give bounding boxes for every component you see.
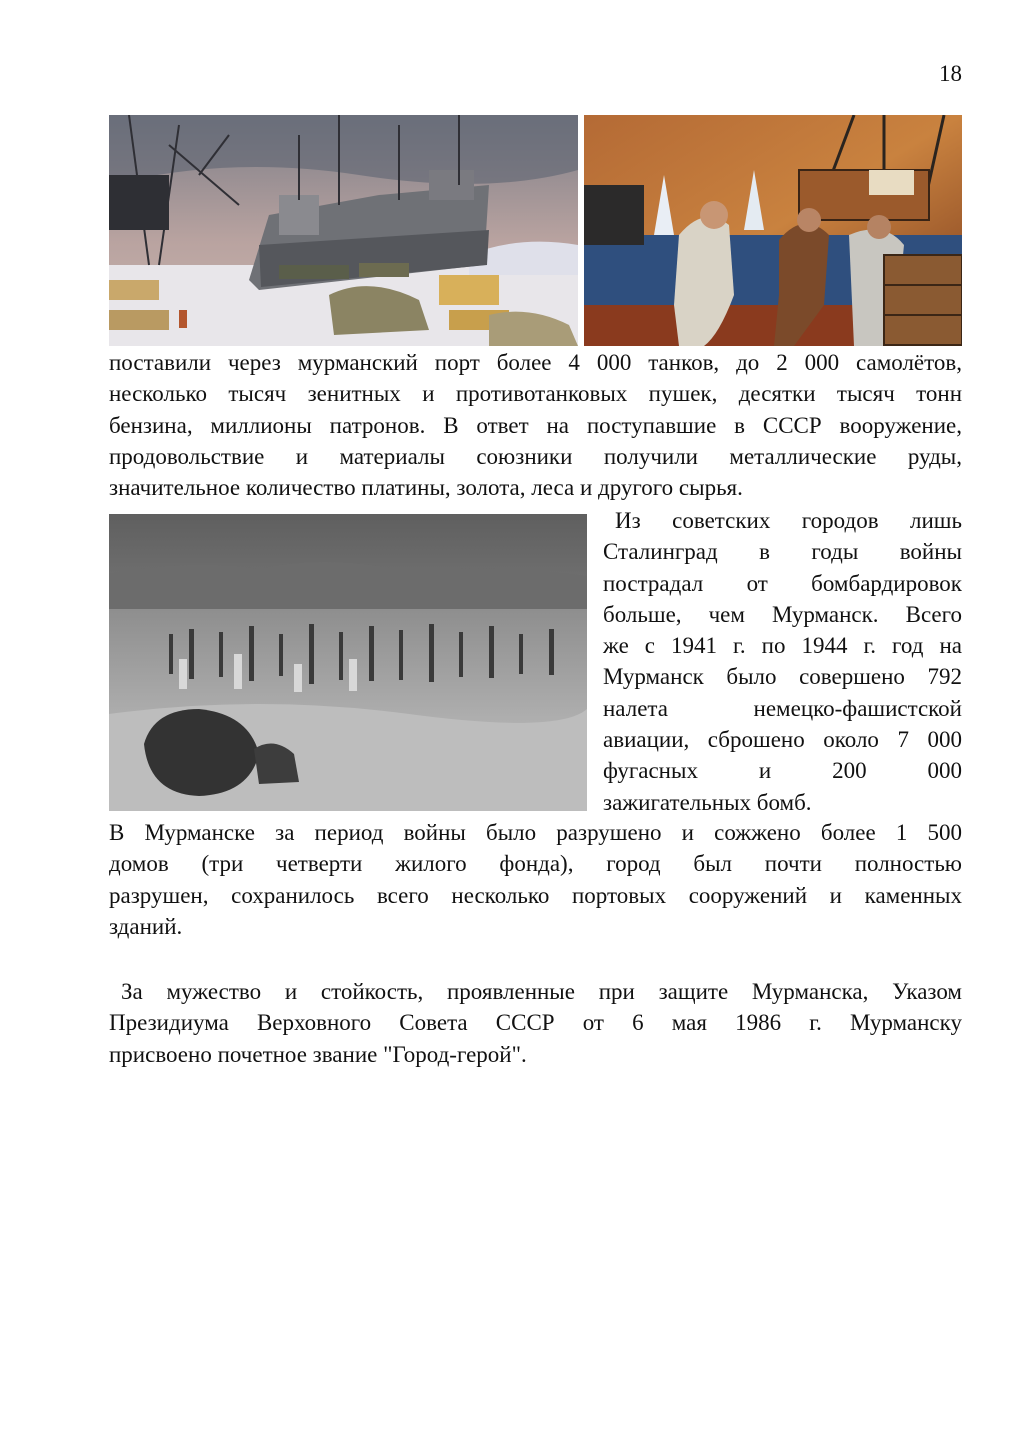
text-line: фугасных и 200 000 bbox=[603, 758, 962, 784]
text-line: значительное количество платины, золота, леса и другого сырья. bbox=[109, 475, 743, 501]
port-painting-image bbox=[109, 115, 578, 346]
text-line: поставили через мурманский порт более 4 000 танков, до 2 000 самолётов, bbox=[109, 350, 962, 375]
ruined-city-photo bbox=[109, 514, 587, 811]
text-line: же с 1941 г. по 1944 г. год на bbox=[603, 633, 962, 659]
text-line: Сталинград в годы войны bbox=[603, 539, 962, 565]
paragraph-bombings bbox=[603, 505, 962, 818]
paragraph-supplies bbox=[109, 347, 962, 503]
paragraph-hero-city bbox=[109, 976, 962, 1070]
dockworkers-painting-image bbox=[584, 115, 962, 346]
text-line: За мужество и стойкость, проявленные при защите Мурманска, Указом bbox=[121, 979, 962, 1004]
text-line: разрушен, сохранилось всего несколько портовых сооружений и каменных bbox=[109, 882, 962, 908]
text-line: присвоено почетное звание "Город-герой". bbox=[109, 1041, 527, 1067]
text-line: авиации, сброшено около 7 000 bbox=[603, 727, 962, 753]
text-line: В Мурманске за период войны было разрушено и сожжено более 1 500 bbox=[109, 820, 962, 845]
page-number: 18 bbox=[939, 61, 962, 86]
text-line: Из советских городов лишь bbox=[615, 508, 962, 533]
text-line: продовольствие и материалы союзники получили металлические руды, bbox=[109, 443, 962, 469]
text-line: домов (три четверти жилого фонда), город был почти полностью bbox=[109, 851, 962, 877]
text-line: бензина, миллионы патронов. В ответ на поступавшие в СССР вооружение, bbox=[109, 412, 962, 438]
text-line: Президиума Верховного Совета СССР от 6 мая 1986 г. Мурманску bbox=[109, 1010, 962, 1036]
text-line: несколько тысяч зенитных и противотанковых пушек, десятки тысяч тонн bbox=[109, 381, 962, 407]
paragraph-destruction bbox=[109, 817, 962, 942]
text-line: больше, чем Мурманск. Всего bbox=[603, 601, 962, 627]
text-line: зданий. bbox=[109, 913, 183, 939]
text-line: налета немецко-фашистской bbox=[603, 695, 962, 721]
text-line: пострадал от бомбардировок bbox=[603, 570, 962, 596]
text-line: зажигательных бомб. bbox=[603, 789, 812, 815]
text-line: Мурманск было совершено 792 bbox=[603, 664, 962, 690]
